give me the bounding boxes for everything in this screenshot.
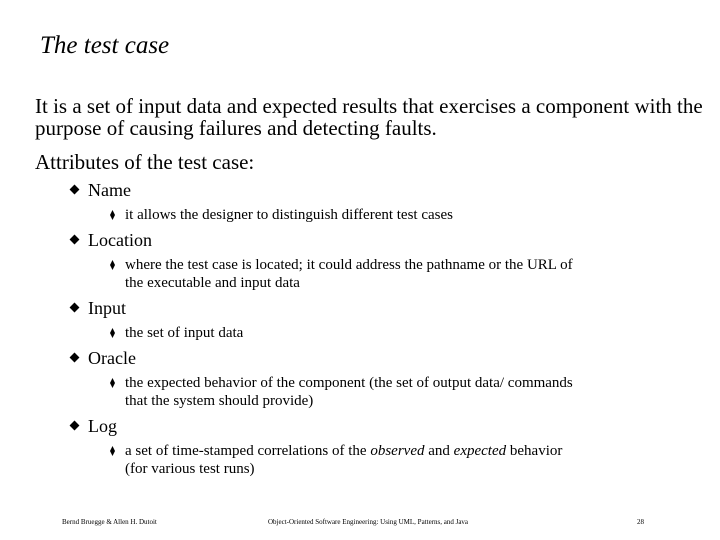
attributes-heading: Attributes of the test case: <box>35 150 255 174</box>
diamond-bullet-icon <box>70 185 80 195</box>
intro-paragraph: It is a set of input data and expected results that exercises a component with the purpose of causing failures and detecting faults. <box>35 94 703 140</box>
emphasis-expected: expected <box>453 443 507 459</box>
footer-book-title: Object-Oriented Software Engineering: Using UML, Patterns, and Java <box>268 518 469 526</box>
diamond-subbullet-icon <box>110 260 115 270</box>
diamond-bullet-icon <box>70 353 80 363</box>
attribute-label: Log <box>88 416 117 436</box>
attribute-label: Input <box>88 298 126 318</box>
slide: The test case It is a set of input data and expected results that exercises a component with the purpose of causing failures and detecting faults. Attributes of the test case: Name it allows the designer to distinguish different test cases Location where the test case is located; it could address the pathname or the URL of the executable and input data Input the set of input data Oracle the expected behavior of the component (the set of output data/ commands that the system should provide) Log a set of time-stamped correlations of the observed and expected behavior (for various test runs) Bernd Bruegge & Allen H. Dutoit Object-Oriented Software Engineering: Using UML, Patterns, and Java 28 <box>0 0 720 540</box>
footer-authors: Bernd Bruegge & Allen H. Dutoit <box>62 518 157 526</box>
footer-page-number: 28 <box>637 518 644 526</box>
attribute-label: Oracle <box>88 348 136 368</box>
slide-title: The test case <box>40 32 170 59</box>
diamond-bullet-icon <box>70 303 80 313</box>
diamond-bullet-icon <box>70 421 80 431</box>
diamond-subbullet-icon <box>110 446 115 456</box>
diamond-bullet-icon <box>70 235 80 245</box>
diamond-subbullet-icon <box>110 210 115 220</box>
emphasis-observed: observed <box>370 443 425 459</box>
diamond-subbullet-icon <box>110 328 115 338</box>
attribute-label: Location <box>88 230 152 250</box>
diamond-subbullet-icon <box>110 378 115 388</box>
attribute-label: Name <box>88 180 131 200</box>
